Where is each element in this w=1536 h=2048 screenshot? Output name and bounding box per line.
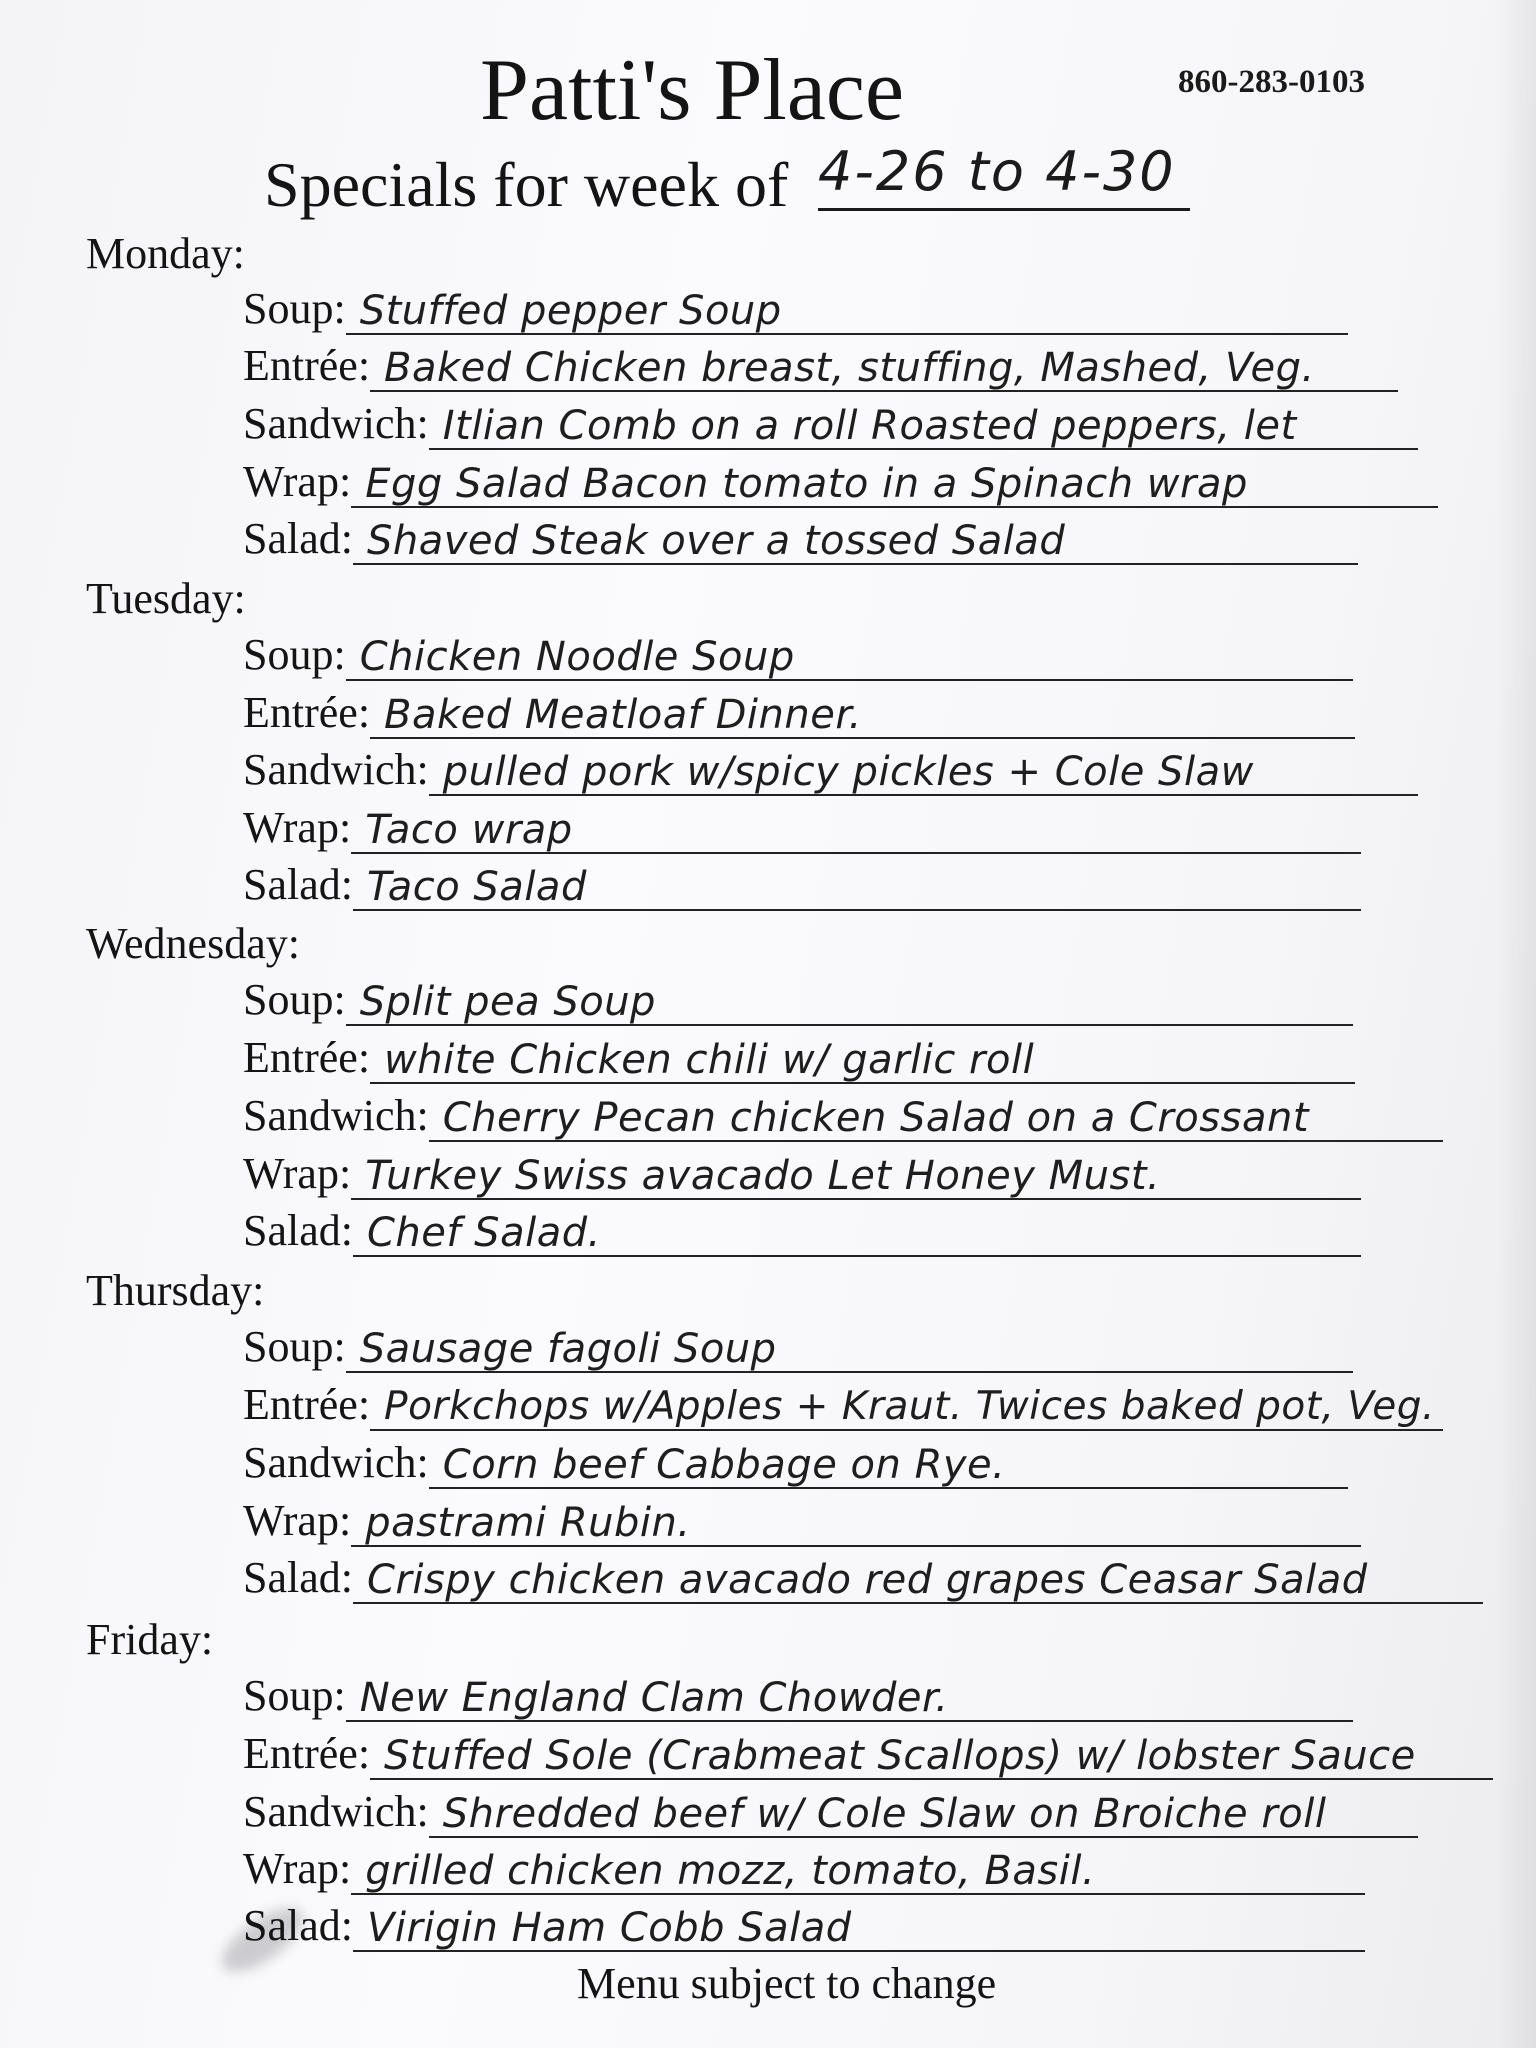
item-label: Sandwich: <box>243 399 429 448</box>
item-label: Entrée: <box>243 1033 371 1082</box>
item-value: white Chicken chili w/ garlic roll <box>384 1037 1035 1083</box>
wednesday-salad-row <box>243 1199 1361 1257</box>
item-value-line <box>351 794 1361 854</box>
item-label: Soup: <box>243 1322 346 1371</box>
item-label: Soup: <box>243 630 346 679</box>
item-value: Stuffed Sole (Crabmeat Scallops) w/ lobster Sauce <box>384 1733 1416 1779</box>
week-label: Specials for week of <box>264 149 789 220</box>
day-heading-wednesday: Wednesday: <box>86 919 300 968</box>
day-heading-thursday: Thursday: <box>86 1266 265 1315</box>
footer-note: Menu subject to change <box>577 1959 997 2008</box>
item-label: Soup: <box>243 975 346 1024</box>
item-value-line <box>370 679 1355 739</box>
item-value-line <box>370 1720 1493 1780</box>
wednesday-entree-row <box>243 1026 1355 1084</box>
item-value: Shredded beef w/ Cole Slaw on Broiche roll <box>442 1791 1327 1837</box>
friday-wrap-row <box>243 1837 1365 1895</box>
item-label: Salad: <box>243 860 353 909</box>
item-label: Wrap: <box>243 1844 352 1893</box>
item-value: Turkey Swiss avacado Let Honey Must. <box>365 1153 1161 1199</box>
day-heading-monday: Monday: <box>86 229 245 278</box>
tuesday-entree-row <box>243 681 1355 739</box>
item-label: Salad: <box>243 1553 353 1602</box>
monday-wrap-row <box>243 450 1438 508</box>
item-value: Taco wrap <box>365 807 573 853</box>
item-value: Porkchops w/Apples + Kraut. Twices baked pot, Veg. <box>384 1384 1435 1429</box>
item-value: Baked Chicken breast, stuffing, Mashed, Veg. <box>384 345 1315 391</box>
item-value-line <box>353 1197 1361 1257</box>
item-value-line <box>351 1140 1361 1200</box>
item-value: New England Clam Chowder. <box>359 1675 949 1721</box>
tuesday-sandwich-row <box>243 738 1418 796</box>
friday-salad-row <box>243 1894 1365 1952</box>
friday-soup-row <box>243 1664 1353 1722</box>
thursday-salad-row <box>243 1546 1483 1604</box>
item-value-line <box>346 275 1348 335</box>
item-value-line <box>370 1024 1355 1084</box>
item-value: Shaved Steak over a tossed Salad <box>366 518 1066 564</box>
item-value-line <box>429 736 1418 796</box>
thursday-wrap-row <box>243 1489 1361 1547</box>
monday-sandwich-row <box>243 392 1418 450</box>
item-value: grilled chicken mozz, tomato, Basil. <box>365 1848 1096 1894</box>
thursday-entree-row <box>243 1373 1443 1431</box>
friday-entree-row <box>243 1722 1493 1780</box>
item-value: Egg Salad Bacon tomato in a Spinach wrap <box>365 461 1248 507</box>
item-label: Wrap: <box>243 803 352 852</box>
item-value-line <box>429 1778 1418 1838</box>
item-value-line <box>370 1371 1443 1431</box>
item-value: Taco Salad <box>366 864 587 910</box>
item-value: Sausage fagoli Soup <box>359 1326 777 1372</box>
item-value-line <box>353 851 1361 911</box>
wednesday-sandwich-row <box>243 1084 1443 1142</box>
item-value-line <box>370 332 1398 392</box>
item-value: pastrami Rubin. <box>365 1500 691 1546</box>
phone-number: 860-283-0103 <box>1178 64 1365 100</box>
item-label: Entrée: <box>243 341 371 390</box>
item-value-line <box>346 1662 1353 1722</box>
item-label: Sandwich: <box>243 1091 429 1140</box>
item-value: Baked Meatloaf Dinner. <box>384 692 862 738</box>
item-value: Itlian Comb on a roll Roasted peppers, let <box>442 403 1297 449</box>
item-label: Salad: <box>243 514 353 563</box>
item-value-line <box>353 1544 1483 1604</box>
item-label: Entrée: <box>243 1380 371 1429</box>
item-value-line <box>429 1429 1348 1489</box>
thursday-sandwich-row <box>243 1431 1348 1489</box>
item-value-line <box>351 1835 1365 1895</box>
item-value-line <box>346 1313 1353 1373</box>
friday-sandwich-row <box>243 1780 1418 1838</box>
item-label: Wrap: <box>243 1149 352 1198</box>
item-value: Chef Salad. <box>366 1210 601 1256</box>
day-heading-tuesday: Tuesday: <box>86 574 246 623</box>
item-label: Wrap: <box>243 457 352 506</box>
day-heading-friday: Friday: <box>86 1615 214 1664</box>
item-label: Soup: <box>243 284 346 333</box>
item-value-line <box>429 390 1418 450</box>
paper-shadow <box>1496 0 1536 2048</box>
page-title: Patti's Place <box>480 42 905 139</box>
item-label: Entrée: <box>243 1729 371 1778</box>
item-value: Corn beef Cabbage on Rye. <box>442 1442 1006 1488</box>
item-label: Wrap: <box>243 1496 352 1545</box>
item-value-line <box>353 505 1358 565</box>
item-label: Soup: <box>243 1671 346 1720</box>
item-value-line <box>351 1487 1361 1547</box>
monday-soup-row <box>243 277 1348 335</box>
item-value: Chicken Noodle Soup <box>359 634 795 680</box>
item-label: Sandwich: <box>243 745 429 794</box>
item-value-line <box>353 1892 1365 1952</box>
tuesday-wrap-row <box>243 796 1361 854</box>
item-value-line <box>346 621 1353 681</box>
item-value: Virigin Ham Cobb Salad <box>366 1905 852 1951</box>
tuesday-salad-row <box>243 853 1361 911</box>
item-value: Stuffed pepper Soup <box>359 288 782 334</box>
item-value: Crispy chicken avacado red grapes Ceasar Salad <box>366 1557 1368 1603</box>
monday-salad-row <box>243 507 1358 565</box>
item-value: Split pea Soup <box>359 979 656 1025</box>
wednesday-wrap-row <box>243 1142 1361 1200</box>
item-label: Salad: <box>243 1206 353 1255</box>
tuesday-soup-row <box>243 623 1353 681</box>
item-value-line <box>346 966 1353 1026</box>
item-value: Cherry Pecan chicken Salad on a Crossant <box>442 1095 1309 1141</box>
monday-entree-row <box>243 334 1398 392</box>
item-value-line <box>351 448 1438 508</box>
item-label: Salad: <box>243 1901 353 1950</box>
item-label: Entrée: <box>243 688 371 737</box>
wednesday-soup-row <box>243 968 1353 1026</box>
item-value-line <box>429 1082 1443 1142</box>
item-label: Sandwich: <box>243 1787 429 1836</box>
item-value: pulled pork w/spicy pickles + Cole Slaw <box>442 749 1254 795</box>
week-value: 4-26 to 4-30 <box>818 136 1190 211</box>
item-label: Sandwich: <box>243 1438 429 1487</box>
thursday-soup-row <box>243 1315 1353 1373</box>
